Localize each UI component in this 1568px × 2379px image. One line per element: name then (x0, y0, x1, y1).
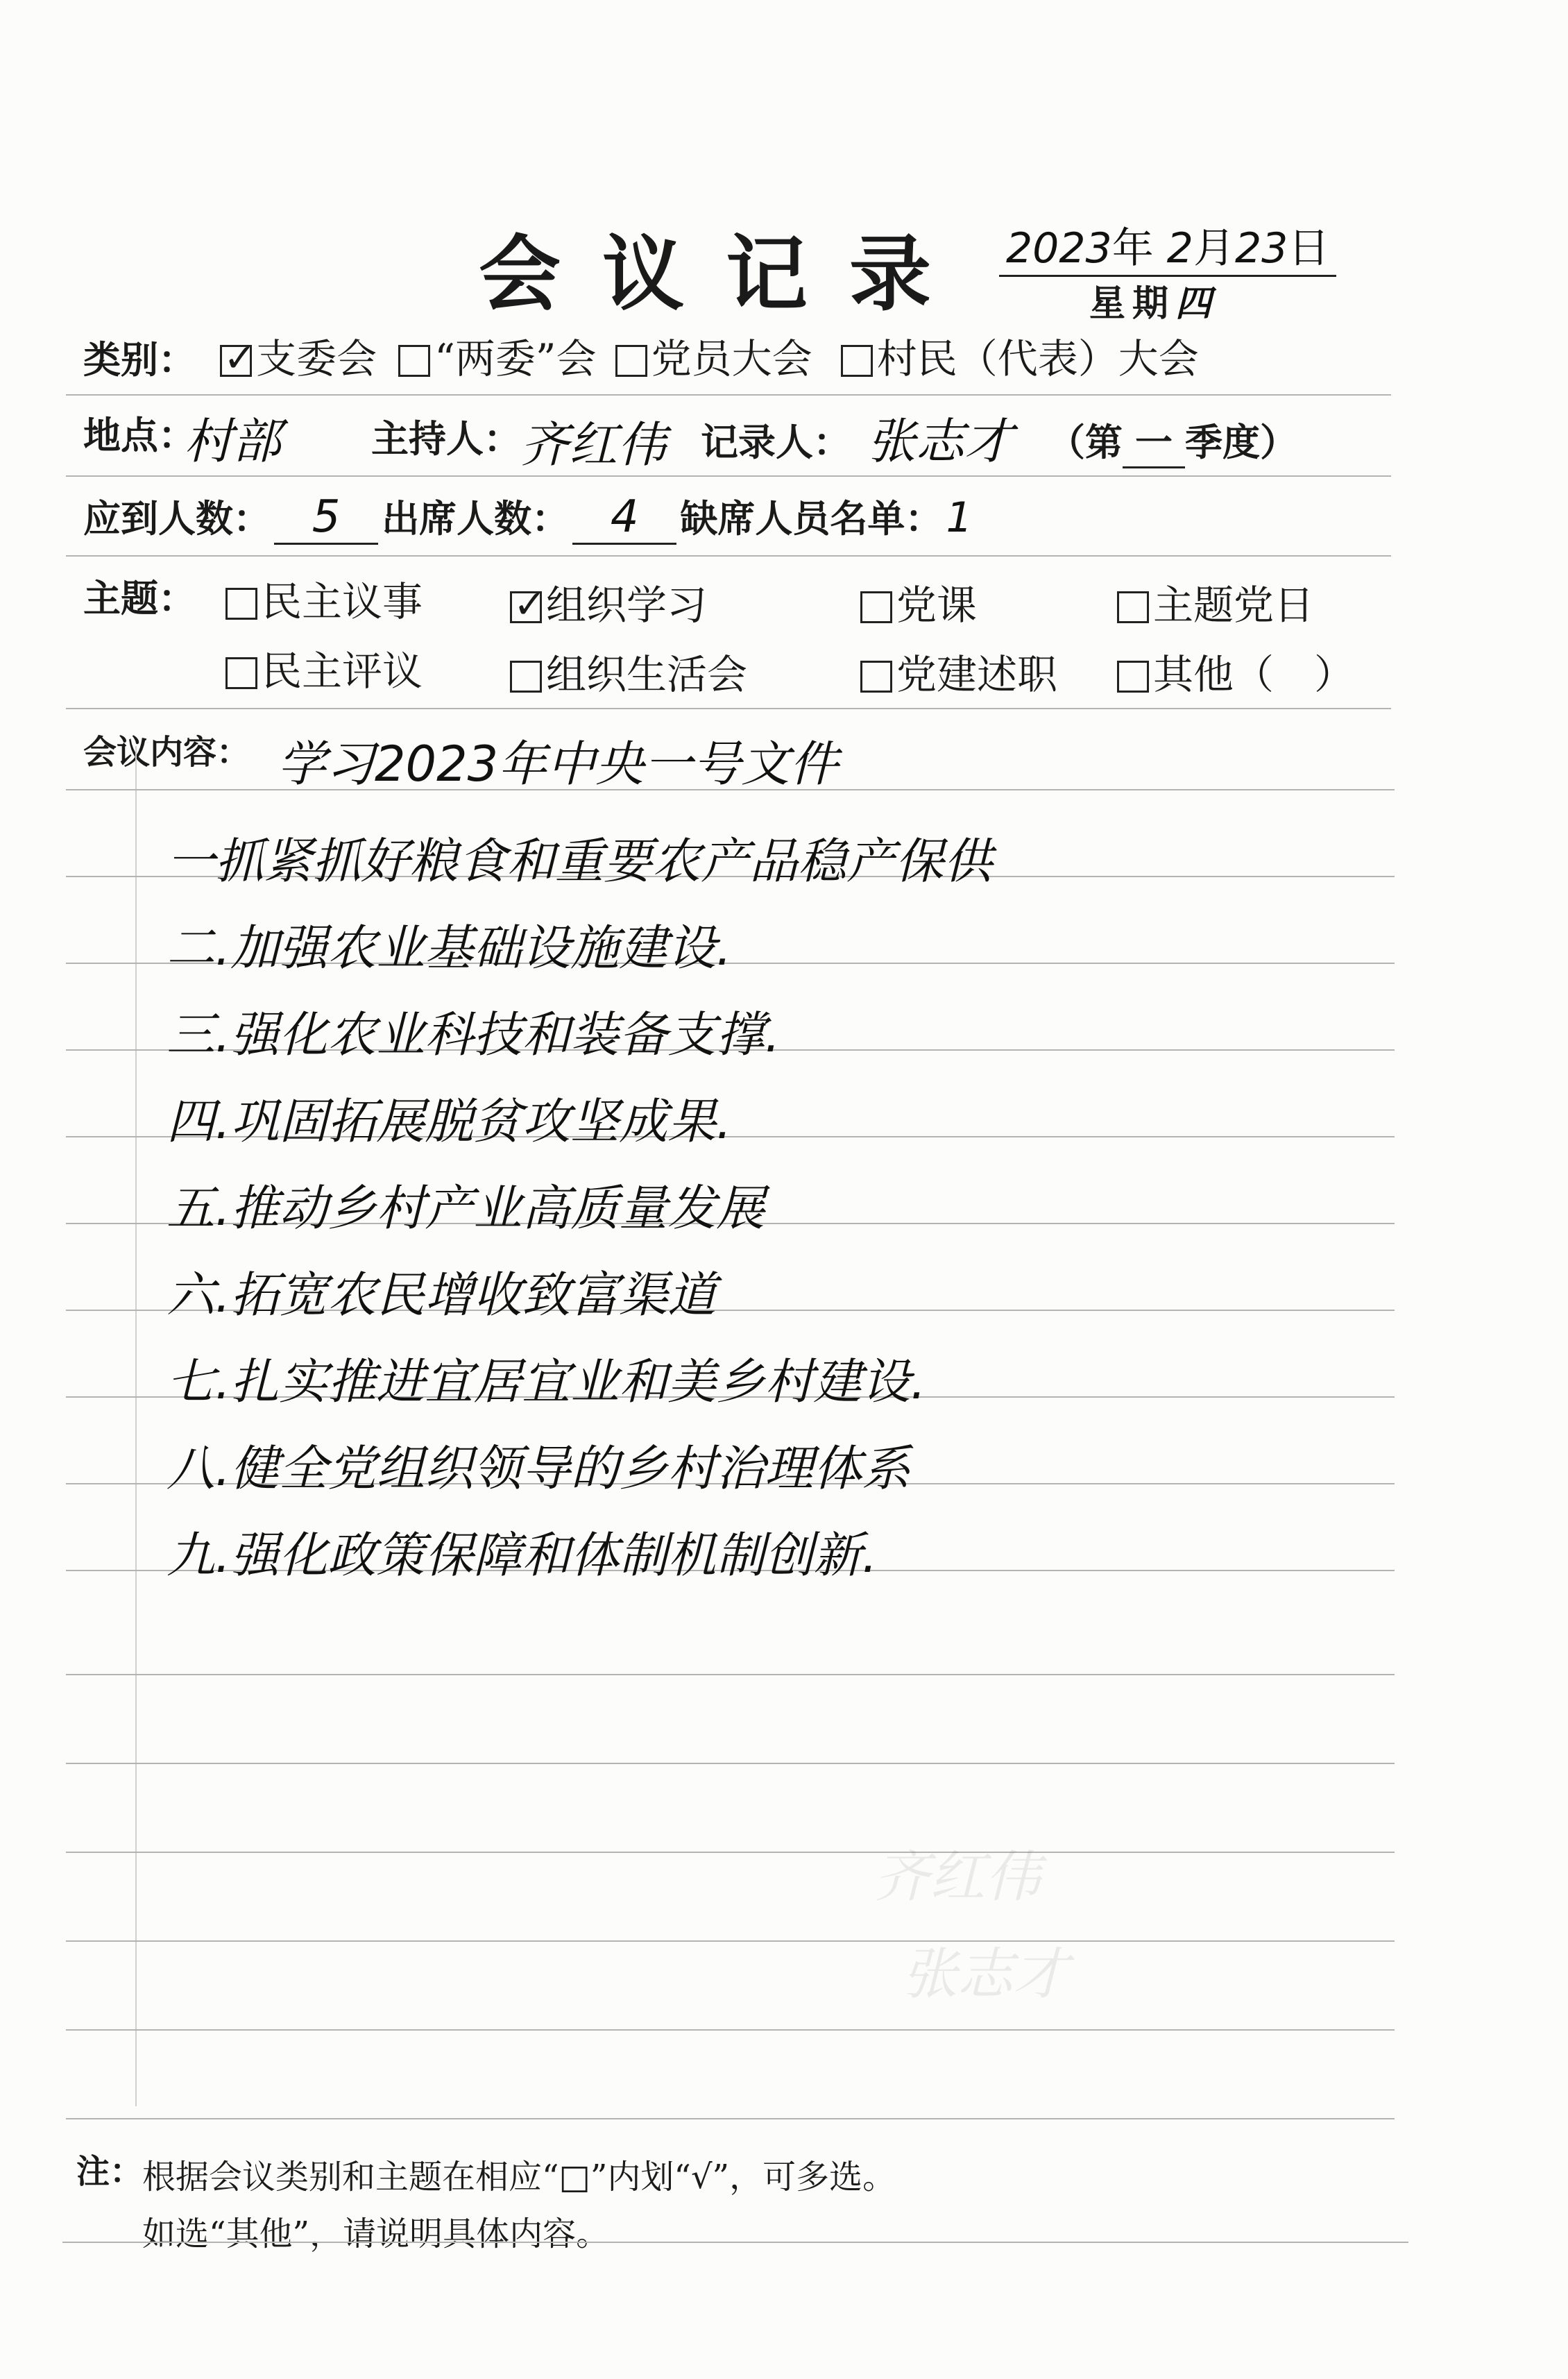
quarter-value: 一 (1123, 413, 1185, 468)
checkbox-icon[interactable] (225, 657, 257, 689)
topic-option[interactable] (1117, 642, 1354, 700)
content-label: 会议内容： (83, 733, 250, 772)
topic-label: 主题： (83, 576, 196, 620)
quarter-open: （第 (1048, 420, 1123, 464)
note-prefix: 注： (76, 2152, 144, 2191)
margin-line (135, 746, 137, 2106)
date-month: 2 (1166, 224, 1193, 273)
topic-option-label: 民主议事 (262, 578, 423, 625)
topic-option-label: 民主评议 (262, 647, 423, 695)
date-day-suffix: 日 (1288, 224, 1330, 273)
checkbox-icon[interactable] (615, 345, 647, 377)
location-label: 地点： (83, 413, 196, 457)
meeting-weekday (1089, 274, 1218, 326)
page-title: 会议记录 (479, 226, 973, 322)
topic-option[interactable] (1117, 573, 1314, 631)
form-divider (66, 394, 1391, 396)
note-line-2: 如选“其他”，请说明具体内容。 (142, 2215, 610, 2253)
date-day: 23 (1234, 224, 1288, 273)
checkbox-icon[interactable] (510, 661, 542, 693)
ruled-line (66, 2118, 1395, 2119)
checkbox-icon[interactable] (1117, 661, 1149, 693)
topic-option[interactable] (225, 638, 423, 697)
host-label: 主持人： (371, 416, 521, 461)
recorder-label: 记录人： (701, 420, 851, 464)
checkbox-icon[interactable] (860, 661, 892, 693)
category-option[interactable] (398, 335, 596, 382)
ruled-line (66, 1763, 1395, 1764)
category-option-label: 党员大会 (651, 335, 812, 382)
ruled-line (66, 2029, 1395, 2031)
topic-option[interactable] (510, 642, 747, 700)
category-option-label: 村民（代表）大会 (876, 335, 1199, 382)
content-item: 三.强化农业科技和装备支撑. (167, 1006, 781, 1063)
category-option[interactable] (841, 335, 1199, 382)
topic-option-label: 其他（ ） (1153, 651, 1355, 698)
category-option[interactable] (220, 335, 377, 382)
form-divider (66, 708, 1391, 709)
form-divider (66, 555, 1391, 557)
topic-option-label: 组织生活会 (546, 651, 748, 698)
content-item: 七.扎实推进宜居宜业和美乡村建设. (167, 1353, 926, 1410)
topic-option[interactable] (860, 573, 977, 631)
category-label: 类别： (83, 337, 196, 382)
checkbox-icon[interactable] (1117, 591, 1149, 623)
recorder-value: 张志才 (867, 413, 1013, 470)
present-label: 出席人数： (382, 496, 570, 541)
content-item: 一抓紧抓好粮食和重要农产品稳产保供 (167, 833, 992, 890)
absent-label: 缺席人员名单： (680, 496, 943, 541)
category-option-label: “两委”会 (434, 335, 597, 382)
weekday-prefix: 星期 (1089, 282, 1176, 325)
topic-option-label: 党课 (896, 582, 978, 629)
checkbox-checked-icon[interactable] (510, 591, 542, 623)
checkbox-icon[interactable] (841, 345, 873, 377)
ruled-line (66, 789, 1395, 790)
date-year-suffix: 年 (1111, 224, 1154, 273)
ruled-line (66, 1940, 1395, 1942)
content-item: 六.拓宽农民增收致富渠道 (167, 1267, 717, 1323)
form-divider (66, 475, 1391, 477)
bottom-rule (62, 2242, 1408, 2243)
topic-option[interactable] (225, 569, 423, 627)
note-line-1: 根据会议类别和主题在相应“□”内划“√”，可多选。 (142, 2158, 896, 2196)
present-value: 4 (572, 491, 676, 545)
content-item: 四.巩固拓展脱贫攻坚成果. (167, 1093, 732, 1150)
show-through-text: 张志才 (902, 1942, 1068, 2006)
topic-option-label: 主题党日 (1153, 582, 1315, 629)
topic-option[interactable] (860, 642, 1057, 700)
attendance-row (83, 489, 973, 545)
weekday-value: 四 (1175, 283, 1219, 325)
location-value: 村部 (184, 413, 281, 470)
absent-value: 1 (946, 493, 973, 542)
content-item: 五.推动乡村产业高质量发展 (167, 1180, 765, 1237)
checkbox-icon[interactable] (398, 345, 430, 377)
host-value: 齐红伟 (520, 416, 666, 473)
checkbox-checked-icon[interactable] (220, 345, 252, 377)
checkbox-icon[interactable] (860, 591, 892, 623)
expected-label: 应到人数： (83, 496, 271, 541)
show-through-text: 齐红伟 (874, 1845, 1041, 1909)
content-heading: 学习2023年中央一号文件 (278, 736, 839, 793)
category-option-label: 支委会 (256, 335, 377, 382)
content-item: 二.加强农业基础设施建设. (167, 920, 732, 976)
content-item: 八.健全党组织领导的乡村治理体系 (167, 1440, 911, 1497)
content-item: 九.强化政策保障和体制机制创新. (167, 1527, 878, 1584)
topic-option[interactable] (510, 573, 707, 631)
expected-value: 5 (274, 491, 378, 545)
date-year: 2023 (1006, 224, 1112, 273)
quarter-close: 季度） (1185, 420, 1297, 464)
quarter-field (1048, 413, 1297, 468)
ruled-line (66, 1852, 1395, 1853)
checkbox-icon[interactable] (225, 588, 257, 620)
topic-option-label: 党建述职 (896, 651, 1058, 698)
category-row (83, 326, 1199, 384)
date-month-suffix: 月 (1193, 224, 1235, 273)
category-option[interactable] (615, 335, 812, 382)
topic-option-label: 组织学习 (546, 582, 708, 629)
ruled-line (66, 1674, 1395, 1675)
meeting-date (999, 215, 1336, 277)
